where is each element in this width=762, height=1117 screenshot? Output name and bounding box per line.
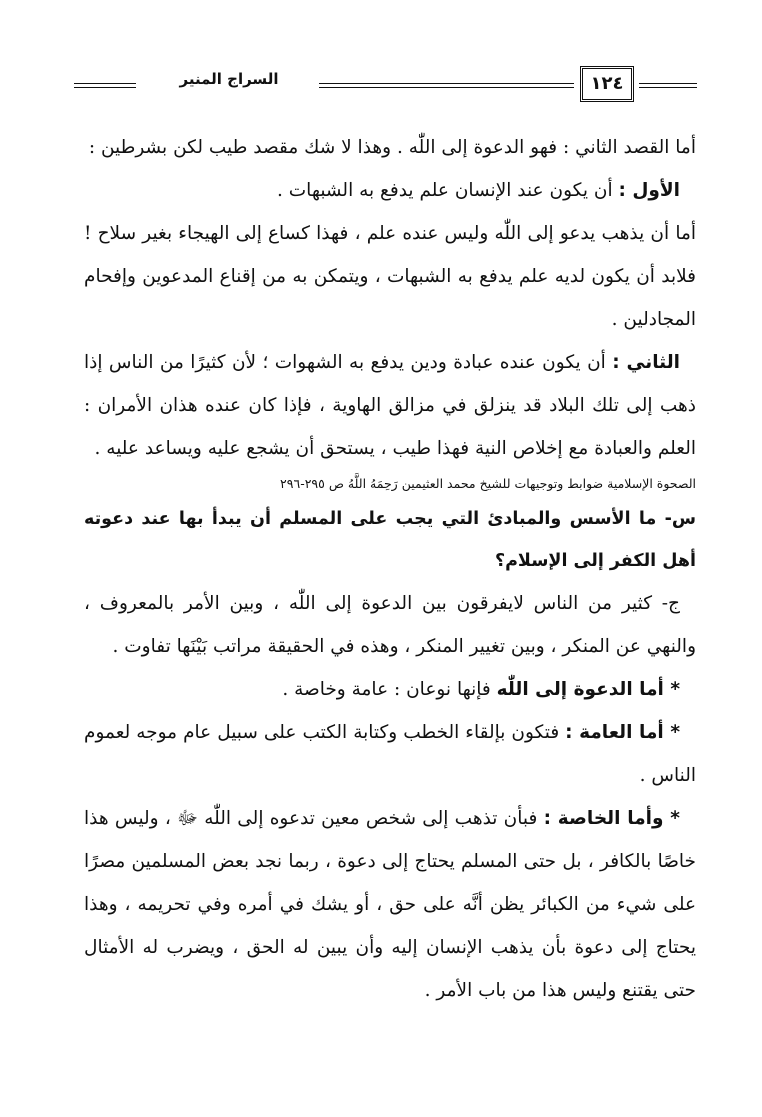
paragraph-second-condition <box>84 341 696 470</box>
running-header <box>74 66 697 108</box>
paragraph-marker: الثاني : <box>612 352 680 373</box>
paragraph-text: فبأن تذهب إلى شخص معين تدعوه إلى اللّٰه ﷻ ، وليس هذا خاصًا بالكافر ، بل حتى المسلم يحتاج إلى دعوة ، ربما نجد بعض المسلمين مصرًا على شيء من الكبائر يظن أنَّه على حق ، أو يشك في أمره وفي تحريمه ، وهذا يحتاج إلى دعوة بأن يذهب الإنسان إليه وأن يبين له الحق ، ويضرب له الأمثال حتى يقتنع وليس هذا من باب الأمر . <box>84 808 696 1001</box>
paragraph-first-condition <box>84 169 696 212</box>
paragraph-intro <box>84 126 696 169</box>
paragraph-marker: * وأما الخاصة : <box>543 808 680 829</box>
page-number: ١٢٤ <box>580 66 634 102</box>
bullet-paragraph-general <box>84 711 696 797</box>
header-rule-middle <box>319 83 574 88</box>
paragraph-marker: * أما العامة : <box>565 722 681 743</box>
paragraph-text: أن يكون عنده عبادة ودين يدفع به الشهوات ؛ لأن كثيرًا من الناس إذا ذهب إلى تلك البلاد قد ينزلق في مزالق الهاوية ، فإذا كان عنده هذان الأمران : العلم والعبادة مع إخلاص النية فهذا طيب ، يستحق أن يشجع عليه ويساعد عليه . <box>84 352 696 459</box>
paragraph-marker: الأول : <box>618 180 680 201</box>
bullet-paragraph-types <box>84 668 696 711</box>
page-body <box>84 126 696 1012</box>
paragraph-text: أما أن يذهب يدعو إلى اللّٰه وليس عنده علم ، فهذا كساع إلى الهيجاء بغير سلاح ! فلابد أن يكون لديه علم يدفع به الشبهات ، ويتمكن به من إقناع المدعوين وإفحام المجادلين . <box>84 223 696 330</box>
paragraph-marker: ج- <box>661 593 680 614</box>
header-rule-right <box>639 83 697 88</box>
bullet-paragraph-specific <box>84 797 696 1012</box>
paragraph-text: فإنها نوعان : عامة وخاصة . <box>282 679 497 700</box>
source-reference: الصحوة الإسلامية ضوابط وتوجيهات للشيخ محمد العثيمين رَحِمَهُ اللَّهُ ص ٢٩٥-٢٩٦ <box>280 476 696 491</box>
paragraph-text: كثير من الناس لايفرقون بين الدعوة إلى اللّٰه ، وبين الأمر بالمعروف ، والنهي عن المنكر ، وبين تغيير المنكر ، وهذه في الحقيقة مراتب بَيْنَها تفاوت . <box>84 593 696 657</box>
paragraph-marker: * أما الدعوة إلى اللّٰه <box>496 679 680 700</box>
paragraph-text: أن يكون عند الإنسان علم يدفع به الشبهات . <box>277 180 619 201</box>
running-title: السراج المنير <box>179 70 279 88</box>
header-rule-left <box>74 83 136 88</box>
paragraph-text: أما القصد الثاني : فهو الدعوة إلى اللّٰه . وهذا لا شك مقصد طيب لكن بشرطين : <box>88 137 696 158</box>
paragraph-text: فتكون بإلقاء الخطب وكتابة الكتب على سبيل عام موجه لعموم الناس . <box>84 722 696 786</box>
answer-paragraph <box>84 582 696 668</box>
question-heading: س- ما الأسس والمبادئ التي يجب على المسلم أن يبدأ بها عند دعوته أهل الكفر إلى الإسلام؟ <box>84 509 696 571</box>
paragraph-first-condition-explanation <box>84 212 696 341</box>
